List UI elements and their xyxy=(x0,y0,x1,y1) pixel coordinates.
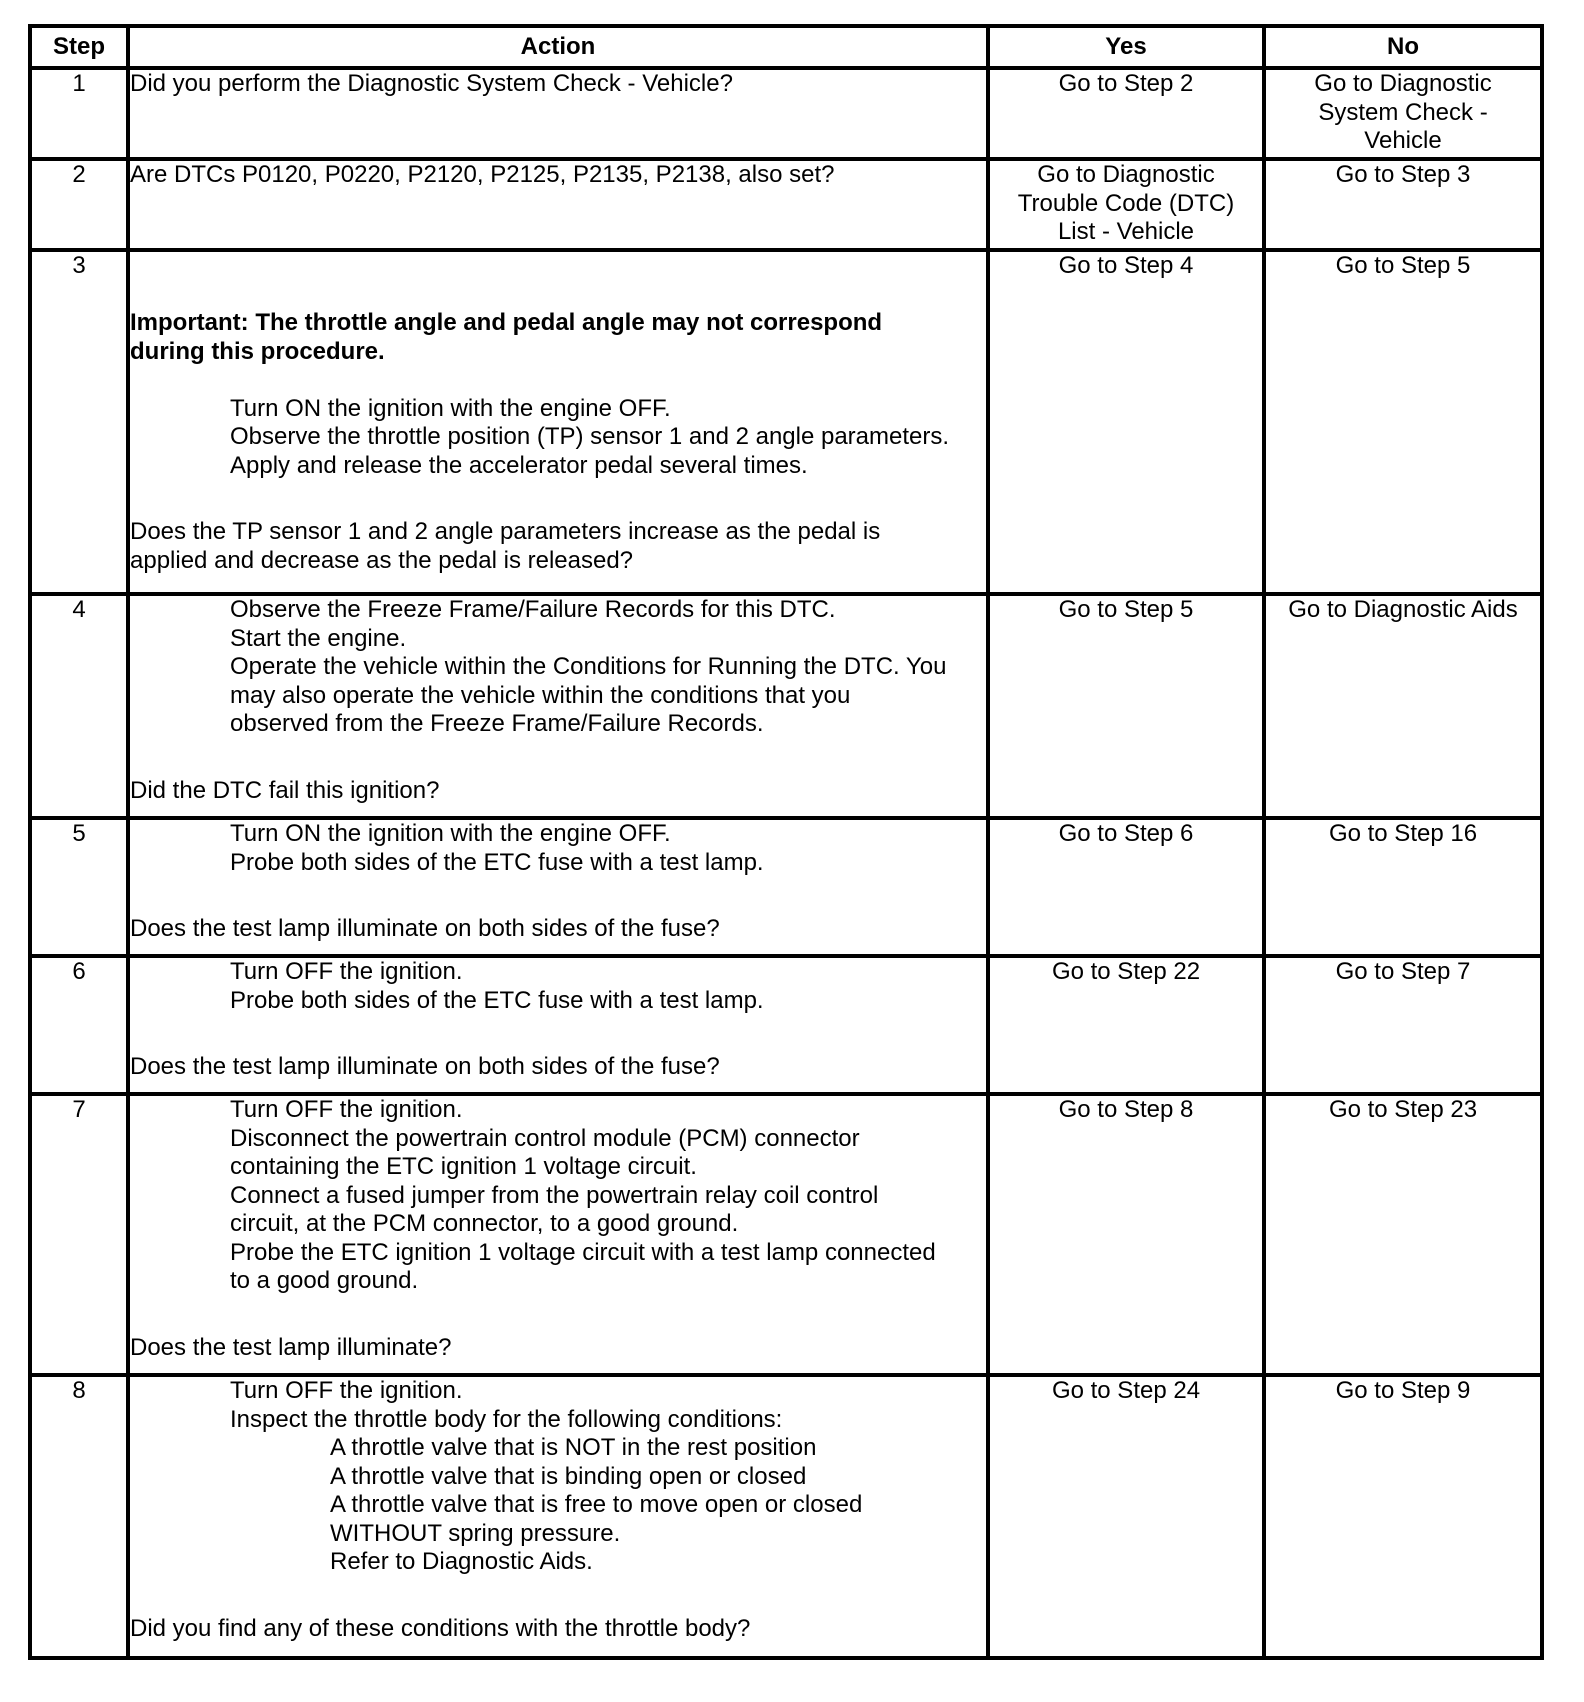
important-note: Important: The throttle angle and pedal angle may not correspond xyxy=(130,309,883,336)
question-text: applied and decrease as the pedal is released? xyxy=(130,546,634,574)
yes-text: Go to Step 8 xyxy=(1058,1096,1194,1123)
procedure-step: Disconnect the powertrain control module (PCM) connector xyxy=(230,1124,860,1152)
procedure-step: Turn OFF the ignition. xyxy=(230,958,463,985)
procedure-step: Turn ON the ignition with the engine OFF. xyxy=(230,394,671,422)
table-row xyxy=(30,1094,1542,1375)
no-cell xyxy=(1264,956,1542,1094)
step-number: 3 xyxy=(30,250,128,594)
no-text: Vehicle xyxy=(1364,127,1442,154)
no-cell xyxy=(1264,68,1542,159)
procedure-substep: A throttle valve that is free to move open or closed xyxy=(330,1491,863,1518)
action-cell xyxy=(128,818,988,956)
question-text: Does the test lamp illuminate on both sides of the fuse? xyxy=(130,915,720,942)
yes-text: Go to Diagnostic xyxy=(1037,161,1215,188)
procedure-substep: Refer to Diagnostic Aids. xyxy=(330,1548,593,1575)
yes-cell xyxy=(988,68,1264,159)
no-cell xyxy=(1264,594,1542,818)
procedure-step: may also operate the vehicle within the conditions that you xyxy=(230,681,851,709)
no-cell xyxy=(1264,1375,1542,1658)
question-text: Are DTCs P0120, P0220, P2120, P2125, P2135, P2138, also set? xyxy=(130,161,835,188)
procedure-substep: A throttle valve that is NOT in the rest position xyxy=(330,1434,817,1461)
step-number: 8 xyxy=(30,1375,128,1658)
important-note: during this procedure. xyxy=(130,337,385,365)
no-text: Go to Step 16 xyxy=(1328,820,1478,847)
procedure-step: observed from the Freeze Frame/Failure Records. xyxy=(230,710,764,737)
procedure-step: Inspect the throttle body for the following conditions: xyxy=(230,1405,783,1433)
question-text: Does the test lamp illuminate? xyxy=(130,1333,452,1361)
no-text: Go to Step 9 xyxy=(1335,1377,1471,1404)
step-number: 4 xyxy=(30,594,128,818)
procedure-substep: A throttle valve that is binding open or closed xyxy=(330,1462,807,1490)
step-number: 1 xyxy=(30,68,128,159)
procedure-substep: WITHOUT spring pressure. xyxy=(330,1519,621,1547)
header-row xyxy=(30,26,1542,68)
procedure-step: Turn OFF the ignition. xyxy=(230,1096,463,1123)
yes-text: Go to Step 6 xyxy=(1058,820,1194,847)
procedure-step: Turn OFF the ignition. xyxy=(230,1377,463,1404)
no-text: Go to Step 7 xyxy=(1335,958,1471,985)
header-no: No xyxy=(1264,26,1542,68)
action-cell xyxy=(128,594,988,818)
no-text: Go to Step 3 xyxy=(1335,161,1471,188)
yes-cell xyxy=(988,956,1264,1094)
table-row xyxy=(30,818,1542,956)
action-cell xyxy=(128,1094,988,1375)
table-row xyxy=(30,1375,1542,1658)
procedure-step: circuit, at the PCM connector, to a good ground. xyxy=(230,1210,739,1237)
table-row xyxy=(30,594,1542,818)
procedure-step: Apply and release the accelerator pedal several times. xyxy=(230,451,808,479)
diagnostic-table xyxy=(28,24,1544,1660)
procedure-step: Observe the throttle position (TP) sensor 1 and 2 angle parameters. xyxy=(230,423,950,450)
yes-text: Go to Step 5 xyxy=(1058,596,1194,623)
procedure-step: Start the engine. xyxy=(230,624,407,652)
no-text: System Check - xyxy=(1318,98,1488,126)
procedure-step: Operate the vehicle within the Conditions for Running the DTC. You xyxy=(230,653,947,680)
no-text: Go to Step 23 xyxy=(1328,1096,1478,1123)
yes-text: Go to Step 4 xyxy=(1058,252,1194,279)
yes-cell xyxy=(988,159,1264,250)
question-text: Did the DTC fail this ignition? xyxy=(130,776,440,804)
yes-text: Go to Step 2 xyxy=(1058,70,1194,97)
header-step: Step xyxy=(30,26,128,68)
procedure-step: Probe both sides of the ETC fuse with a test lamp. xyxy=(230,986,764,1014)
no-cell xyxy=(1264,1094,1542,1375)
yes-text: Go to Step 22 xyxy=(1051,958,1201,985)
table-row xyxy=(30,68,1542,159)
procedure-step: Probe both sides of the ETC fuse with a test lamp. xyxy=(230,848,764,876)
no-text: Go to Diagnostic xyxy=(1314,70,1492,97)
procedure-step: Turn ON the ignition with the engine OFF. xyxy=(230,820,671,847)
yes-cell xyxy=(988,1094,1264,1375)
table-row xyxy=(30,956,1542,1094)
step-number: 2 xyxy=(30,159,128,250)
table-row xyxy=(30,159,1542,250)
yes-cell xyxy=(988,818,1264,956)
question-text: Does the test lamp illuminate on both sides of the fuse? xyxy=(130,1053,720,1080)
action-cell xyxy=(128,250,988,594)
step-number: 5 xyxy=(30,818,128,956)
question-text: Does the TP sensor 1 and 2 angle parameters increase as the pedal is xyxy=(130,518,881,545)
action-cell xyxy=(128,68,988,159)
yes-cell xyxy=(988,594,1264,818)
procedure-step: Observe the Freeze Frame/Failure Records for this DTC. xyxy=(230,596,836,623)
procedure-step: Probe the ETC ignition 1 voltage circuit with a test lamp connected xyxy=(230,1238,936,1266)
header-action: Action xyxy=(128,26,988,68)
action-cell xyxy=(128,159,988,250)
action-cell xyxy=(128,956,988,1094)
no-cell xyxy=(1264,818,1542,956)
no-text: Go to Step 5 xyxy=(1335,252,1471,279)
step-number: 6 xyxy=(30,956,128,1094)
procedure-step: to a good ground. xyxy=(230,1267,419,1294)
question-text: Did you find any of these conditions with the throttle body? xyxy=(130,1614,751,1642)
question-text: Did you perform the Diagnostic System Check - Vehicle? xyxy=(130,70,733,97)
no-text: Go to Diagnostic Aids xyxy=(1288,596,1518,623)
no-cell xyxy=(1264,250,1542,594)
yes-cell xyxy=(988,1375,1264,1658)
procedure-step: containing the ETC ignition 1 voltage circuit. xyxy=(230,1153,697,1180)
step-number: 7 xyxy=(30,1094,128,1375)
action-cell xyxy=(128,1375,988,1658)
yes-text: List - Vehicle xyxy=(1057,218,1195,245)
yes-cell xyxy=(988,250,1264,594)
yes-text: Trouble Code (DTC) xyxy=(1017,189,1235,217)
table-row xyxy=(30,250,1542,594)
procedure-step: Connect a fused jumper from the powertrain relay coil control xyxy=(230,1181,879,1209)
header-yes: Yes xyxy=(988,26,1264,68)
yes-text: Go to Step 24 xyxy=(1051,1377,1201,1404)
no-cell xyxy=(1264,159,1542,250)
